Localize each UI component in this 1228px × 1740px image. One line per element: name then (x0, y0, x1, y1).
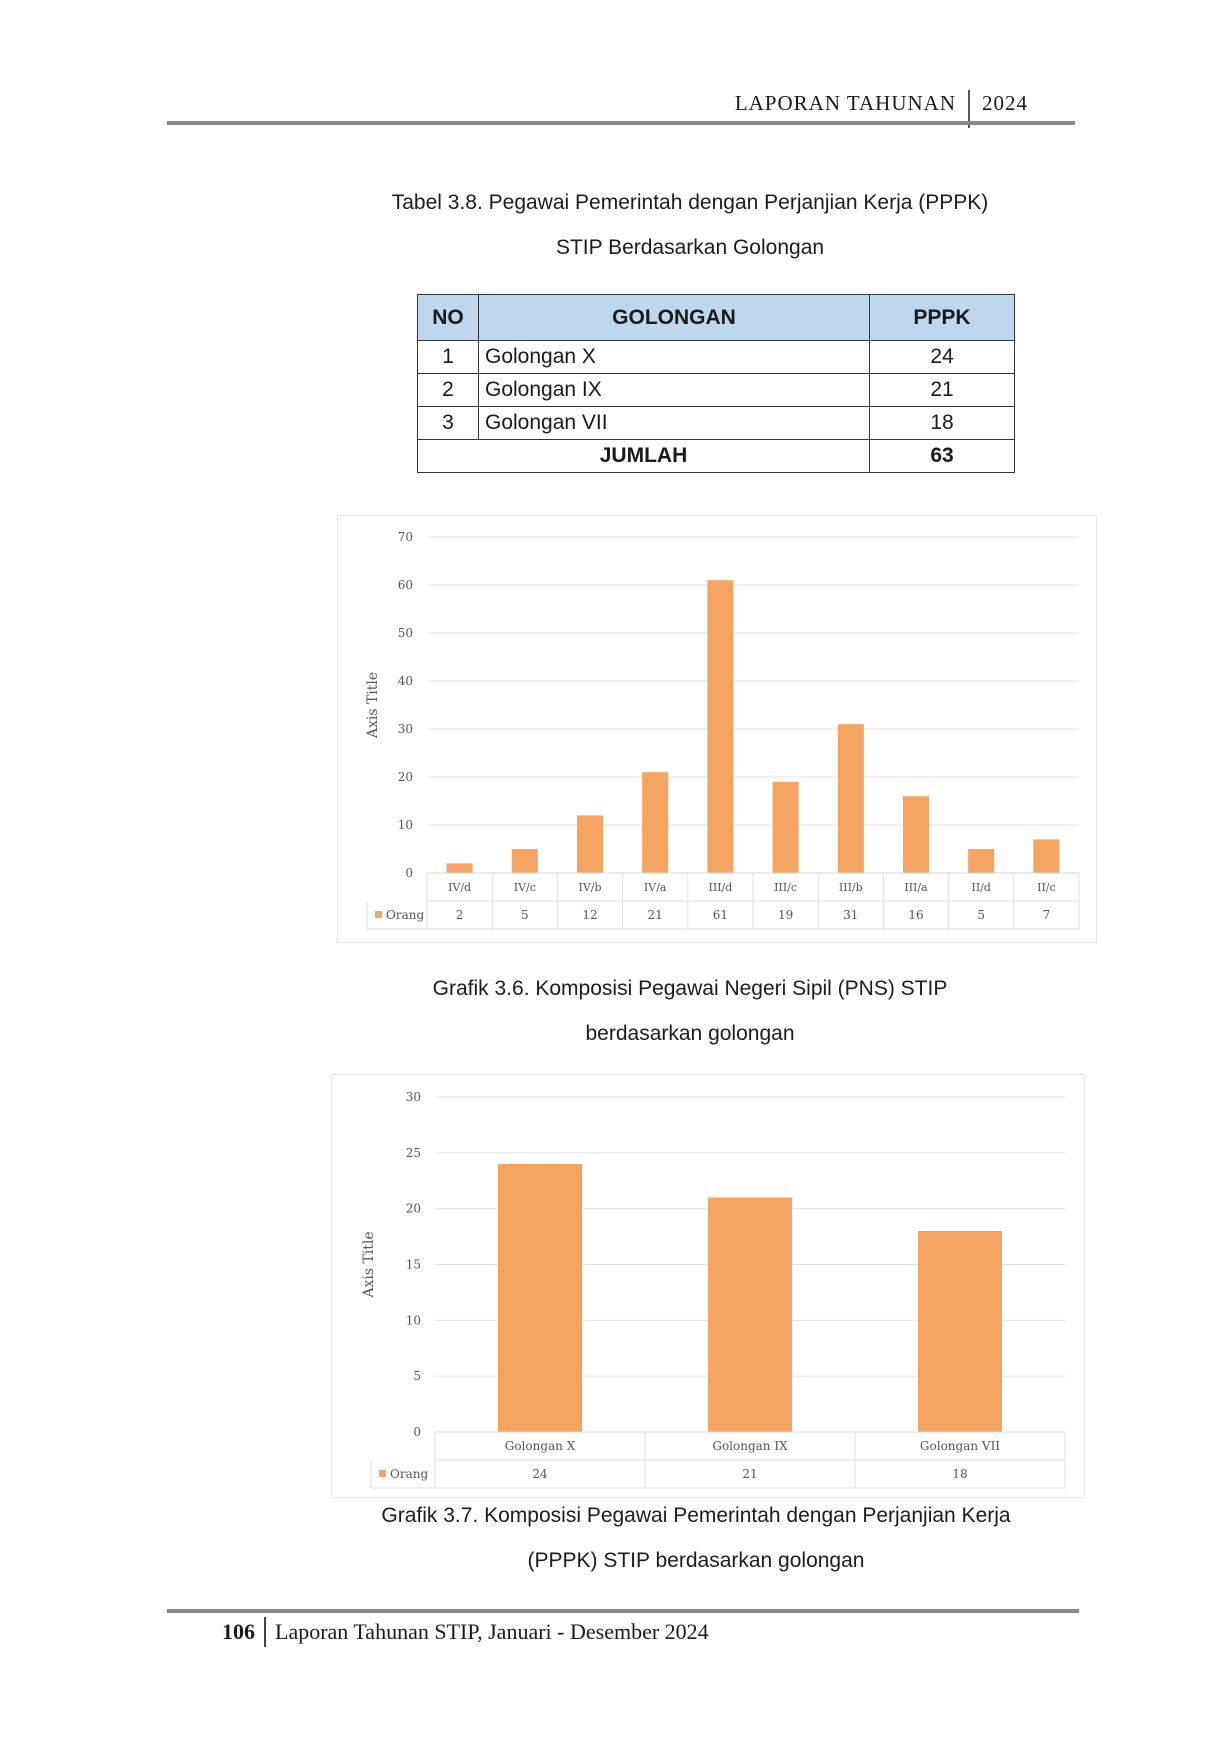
y-tick-label: 10 (397, 818, 413, 832)
y-tick-label: 0 (405, 866, 413, 880)
pppk-table (417, 294, 1015, 473)
table-row (418, 407, 1015, 440)
y-tick-label: 20 (397, 770, 413, 784)
cell-no: 3 (418, 407, 479, 440)
table-header-row (418, 295, 1015, 341)
y-tick-label: 0 (413, 1425, 421, 1439)
y-tick-label: 40 (397, 674, 413, 688)
y-tick-label: 50 (397, 626, 413, 640)
y-tick-label: 60 (397, 578, 413, 592)
data-label: 18 (952, 1467, 968, 1481)
footer-rule (167, 1609, 1079, 1613)
x-tick-label: III/d (708, 881, 733, 894)
chart2-caption-line2: (PPPK) STIP berdasarkan golongan (527, 1549, 865, 1572)
x-tick-label: Golongan IX (712, 1439, 788, 1453)
page-header (735, 84, 1028, 122)
cell-golongan: Golongan IX (479, 374, 870, 407)
data-label: 5 (520, 908, 529, 922)
cell-no: 2 (418, 374, 479, 407)
header-golongan: GOLONGAN (479, 295, 870, 341)
data-label: 61 (712, 908, 729, 922)
x-tick-label: III/b (838, 881, 863, 894)
data-label: 19 (777, 908, 794, 922)
cell-pppk: 18 (870, 407, 1015, 440)
legend-swatch (379, 1470, 386, 1477)
x-tick-label: IV/c (513, 881, 536, 894)
cell-golongan: Golongan X (479, 341, 870, 374)
data-label: 24 (532, 1467, 548, 1481)
bar (968, 849, 994, 873)
chart2-caption (300, 1493, 1092, 1583)
cell-pppk: 24 (870, 341, 1015, 374)
chart-pns-svg (337, 515, 1097, 943)
header-rule (167, 121, 1075, 125)
legend-label: Orang (386, 908, 425, 922)
legend-swatch (375, 911, 382, 918)
y-axis-title: Axis Title (365, 671, 381, 739)
table-total-row (418, 440, 1015, 473)
data-label: 12 (582, 908, 598, 922)
bar (838, 724, 864, 873)
x-tick-label: IV/b (578, 881, 602, 894)
data-label: 21 (647, 908, 663, 922)
cell-golongan: Golongan VII (479, 407, 870, 440)
chart1-caption-line1: Grafik 3.6. Komposisi Pegawai Negeri Sipil (PNS) STIP (432, 977, 948, 1000)
bar (512, 849, 538, 873)
table-row (418, 374, 1015, 407)
footer-divider (264, 1617, 266, 1647)
x-tick-label: Golongan X (504, 1439, 576, 1453)
chart-pppk-svg (331, 1074, 1085, 1498)
header-year: 2024 (982, 90, 1028, 115)
table-caption (300, 180, 1080, 270)
cell-no: 1 (418, 341, 479, 374)
header-pppk: PPPK (870, 295, 1015, 341)
bar (707, 580, 733, 873)
x-tick-label: IV/d (448, 881, 472, 894)
chart-pns (337, 515, 1097, 943)
table-caption-line2: STIP Berdasarkan Golongan (555, 236, 825, 259)
bar (918, 1231, 1002, 1432)
bar (642, 772, 668, 873)
bar (1033, 839, 1059, 873)
data-label: 2 (455, 908, 464, 922)
header-title: LAPORAN TAHUNAN (734, 90, 956, 115)
bar (903, 796, 929, 873)
x-tick-label: Golongan VII (919, 1439, 1001, 1453)
y-tick-label: 5 (413, 1369, 421, 1384)
bar (773, 782, 799, 873)
header-no: NO (418, 295, 479, 341)
page-number: 106 (222, 1619, 255, 1644)
x-tick-label: II/d (971, 881, 991, 894)
chart2-caption-line1: Grafik 3.7. Komposisi Pegawai Pemerintah dengan Perjanjian Kerja (381, 1504, 1011, 1527)
bar (498, 1164, 582, 1432)
table-row (418, 341, 1015, 374)
y-tick-label: 30 (405, 1090, 421, 1104)
data-label: 5 (977, 908, 986, 922)
data-label: 7 (1042, 908, 1051, 922)
y-tick-label: 15 (405, 1257, 421, 1272)
x-tick-label: III/a (904, 881, 928, 894)
bar (447, 863, 473, 873)
total-label: JUMLAH (418, 440, 870, 473)
x-tick-label: III/c (774, 881, 798, 894)
y-tick-label: 70 (397, 530, 413, 544)
y-tick-label: 10 (405, 1313, 421, 1328)
table-caption-line1: Tabel 3.8. Pegawai Pemerintah dengan Perjanjian Kerja (PPPK) (391, 191, 989, 214)
chart1-caption-line2: berdasarkan golongan (585, 1022, 795, 1045)
total-value: 63 (870, 440, 1015, 473)
bar (577, 815, 603, 873)
y-axis-title: Axis Title (361, 1231, 377, 1298)
page-footer (222, 1617, 709, 1647)
data-label: 16 (908, 908, 924, 922)
y-tick-label: 20 (405, 1201, 421, 1216)
footer-text: Laporan Tahunan STIP, Januari - Desember 2024 (275, 1619, 709, 1644)
y-tick-label: 30 (397, 722, 413, 736)
chart-pppk (331, 1074, 1085, 1498)
chart1-caption (300, 966, 1080, 1056)
bar (708, 1198, 792, 1433)
x-tick-label: IV/a (643, 881, 667, 894)
legend-label: Orang (390, 1467, 429, 1481)
data-label: 31 (843, 908, 859, 922)
y-tick-label: 25 (405, 1145, 421, 1160)
data-label: 21 (742, 1467, 758, 1481)
x-tick-label: II/c (1037, 881, 1056, 894)
cell-pppk: 21 (870, 374, 1015, 407)
